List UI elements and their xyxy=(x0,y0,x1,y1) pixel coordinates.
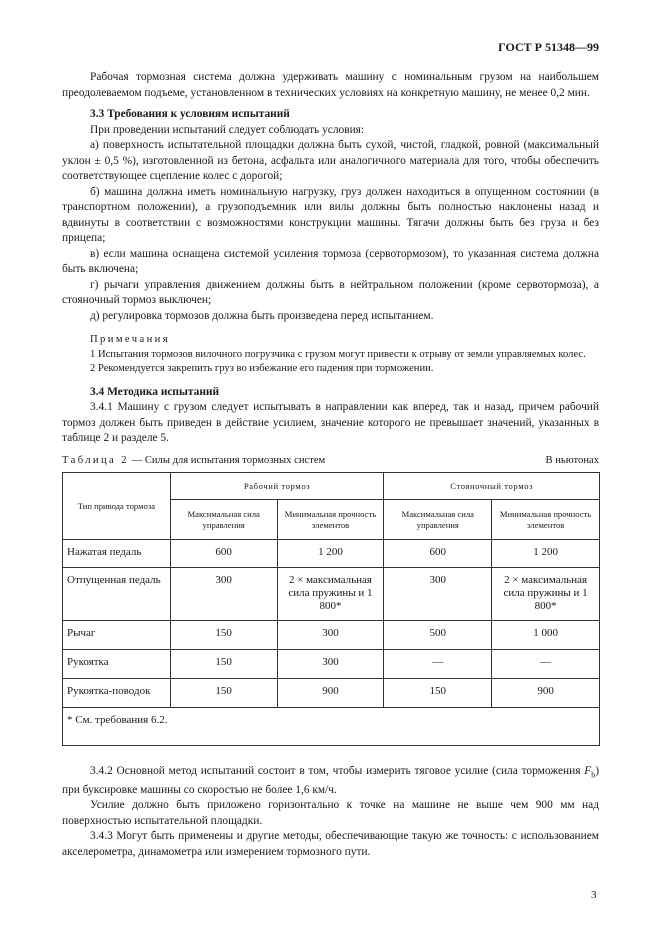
paragraph-3-4-2 xyxy=(62,764,599,798)
table-row xyxy=(63,621,600,650)
standard-header: ГОСТ Р 51348—99 xyxy=(498,40,599,54)
row-brake-type: Нажатая педаль xyxy=(63,540,171,568)
row-brake-type: Рукоятка xyxy=(63,650,171,679)
table-header-row-1 xyxy=(63,473,600,500)
condition-item-v: в) если машина оснащена системой усиления тормоза (сервотормозом), то указанная система должна быть включена; xyxy=(62,247,599,275)
paragraph-3-4-3: 3.4.3 Могут быть применены и другие методы, обеспечивающие такую же точность: с использованием акселерометра, динамометра или измерением тормозного пути. xyxy=(62,830,599,858)
page-content xyxy=(62,70,599,860)
col-service-max-force: Максимальная сила управления xyxy=(170,500,277,540)
col-service-min-strength: Минимальная прочность элементов xyxy=(277,500,384,540)
cell-value: 900 xyxy=(492,679,600,708)
cell-value: 150 xyxy=(384,679,492,708)
forces-table xyxy=(62,472,600,746)
table-caption xyxy=(62,453,599,469)
cell-value: 1 200 xyxy=(277,540,384,568)
cell-value: 300 xyxy=(277,621,384,650)
table-title: — Силы для испытания тормозных систем xyxy=(128,454,326,466)
condition-item-b: б) машина должна иметь номинальную нагрузку, груз должен находиться в опущенном состоянии (в транспортном положении), а грузоподъемник или вилы должны быть полностью наклонены назад и вдвинуты в соответствии с возможностями конструкции машины. Тягачи должны быть без груза и без прицепа; xyxy=(62,185,599,244)
condition-item-a: а) поверхность испытательной площадки должна быть сухой, чистой, гладкой, ровной (максимальный уклон ± 0,5 %), изготовленной из бетона, асфальта или аналогичного материала для того, чтобы обеспечить соответствующее сцепление колес с дорогой; xyxy=(62,139,599,182)
condition-item-g: г) рычаги управления движением должны быть в нейтральном положении (кроме сервотормоза), а стояночный тормоз выключен; xyxy=(62,278,599,306)
section-3-3-lead: При проведении испытаний следует соблюдать условия: xyxy=(90,123,365,136)
cell-value: — xyxy=(384,650,492,679)
cell-value: 300 xyxy=(170,568,277,621)
row-brake-type: Отпущенная педаль xyxy=(63,568,171,621)
cell-value: 2 × максимальная сила пружины и 1 800* xyxy=(277,568,384,621)
table-row xyxy=(63,650,600,679)
table-row xyxy=(63,540,600,568)
force-application-paragraph: Усилие должно быть приложено горизонтально к точке на машине не выше чем 900 мм над поверхностью испытательной площадки. xyxy=(62,799,599,827)
cell-value: 2 × максимальная сила пружины и 1 800* xyxy=(492,568,600,621)
note-1: 1 Испытания тормозов вилочного погрузчика с грузом могут привести к отрыву от земли управляемых колес. xyxy=(90,348,586,360)
col-parking-min-strength: Минимальная прочность элементов xyxy=(492,500,600,540)
page-number: 3 xyxy=(591,889,597,901)
paragraph-3-4-1: 3.4.1 Машину с грузом следует испытывать в направлении как вперед, так и назад, причем рабочий тормоз должен быть приведен в действие усилием, значение которого не превышает значений, указанных в таблице 2 и разделе 5. xyxy=(62,401,599,444)
table-units: В ньютонах xyxy=(545,454,599,466)
condition-item-d: д) регулировка тормозов должна быть произведена перед испытанием. xyxy=(90,309,434,322)
row-brake-type: Рычаг xyxy=(63,621,171,650)
cell-value: 900 xyxy=(277,679,384,708)
cell-value: 1 000 xyxy=(492,621,600,650)
row-brake-type: Рукоятка-поводок xyxy=(63,679,171,708)
cell-value: 600 xyxy=(170,540,277,568)
paragraph-3-4-2-part1: 3.4.2 Основной метод испытаний состоит в том, чтобы измерить тяговое усилие (сила торможения xyxy=(90,765,585,777)
cell-value: 150 xyxy=(170,650,277,679)
cell-value: 1 200 xyxy=(492,540,600,568)
braking-force-subscript: b xyxy=(591,770,596,780)
table-footnote-row xyxy=(63,708,600,746)
section-3-4-title: 3.4 Методика испытаний xyxy=(90,385,220,398)
col-group-service-brake: Рабочий тормоз xyxy=(170,473,384,500)
table-row xyxy=(63,679,600,708)
cell-value: 500 xyxy=(384,621,492,650)
intro-paragraph: Рабочая тормозная система должна удерживать машину с номинальным грузом на наибольшем преодолеваемом подъеме, установленном в технических условиях на конкретную машину, не менее 0,2 мин. xyxy=(62,71,599,99)
cell-value: 300 xyxy=(384,568,492,621)
cell-value: — xyxy=(492,650,600,679)
paragraph-3-4-2-part2: ) при буксировке машины со скоростью не более 1,6 км/ч. xyxy=(62,765,599,796)
col-group-parking-brake: Стояночный тормоз xyxy=(384,473,600,500)
col-parking-max-force: Максимальная сила управления xyxy=(384,500,492,540)
section-3-3-title: 3.3 Требования к условиям испытаний xyxy=(90,108,290,120)
table-row xyxy=(63,568,600,621)
table-label: Таблица 2 xyxy=(62,454,129,466)
table-caption-text xyxy=(62,453,325,469)
braking-force-symbol: F xyxy=(584,765,592,777)
cell-value: 600 xyxy=(384,540,492,568)
cell-value: 150 xyxy=(170,621,277,650)
col-brake-type: Тип привода тормоза xyxy=(63,473,171,540)
note-2: 2 Рекомендуется закрепить груз во избежание его падения при торможении. xyxy=(90,362,434,374)
table-footnote: * См. требования 6.2. xyxy=(63,708,600,746)
notes-title: Примечания xyxy=(90,334,170,345)
cell-value: 300 xyxy=(277,650,384,679)
cell-value: 150 xyxy=(170,679,277,708)
